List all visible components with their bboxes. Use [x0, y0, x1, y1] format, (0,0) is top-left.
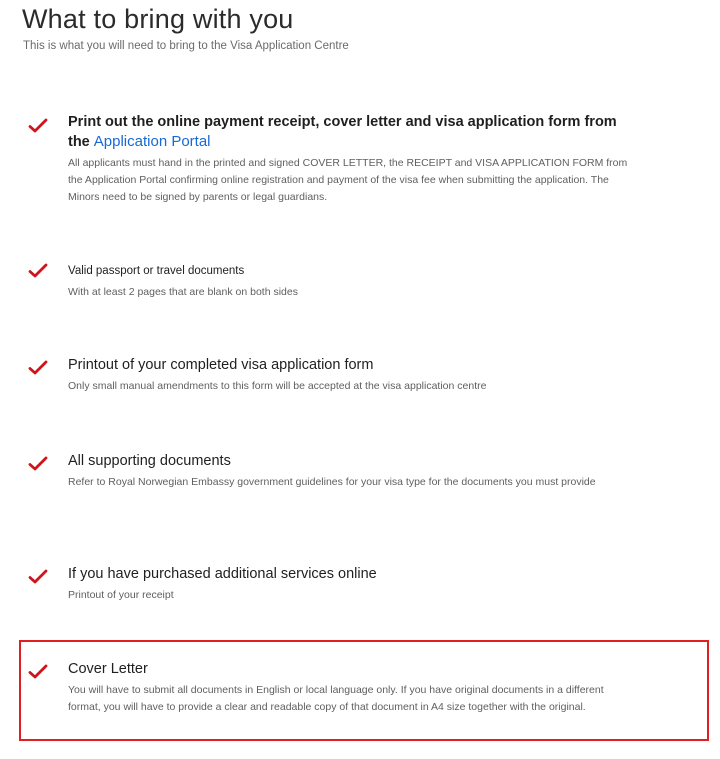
item-body — [68, 356, 638, 395]
application-portal-link[interactable]: Application Portal — [93, 133, 211, 150]
page-subtitle: This is what you will need to bring to the Visa Application Centre — [23, 40, 349, 52]
item-body — [68, 660, 638, 716]
checkmark-icon — [28, 360, 48, 376]
item-heading — [68, 113, 638, 152]
item-body — [68, 262, 638, 301]
item-heading: Valid passport or travel documents — [68, 265, 245, 277]
checkmark-icon — [28, 263, 48, 279]
item-description: Refer to Royal Norwegian Embassy government guidelines for your visa type for the documents you must provide — [68, 476, 596, 488]
checkmark-icon — [28, 664, 48, 680]
item-description: With at least 2 pages that are blank on both sides — [68, 286, 298, 298]
page-title: What to bring with you — [22, 4, 294, 34]
item-heading: If you have purchased additional services online — [68, 566, 377, 582]
item-description: All applicants must hand in the printed and signed COVER LETTER, the RECEIPT and VISA APPLICATION FORM from the Application Portal confirming online registration and payment of the visa fee when submitting the application. The Minors need to be signed by parents or legal guardians. — [68, 157, 628, 203]
item-heading: All supporting documents — [68, 453, 231, 469]
item-heading: Cover Letter — [68, 661, 148, 677]
item-heading: Printout of your completed visa application form — [68, 357, 374, 373]
item-description: Only small manual amendments to this form will be accepted at the visa application centre — [68, 380, 487, 392]
item-heading-text: Print out the online payment receipt, cover letter and visa application form from the — [68, 114, 617, 150]
checkmark-icon — [28, 569, 48, 585]
item-body — [68, 565, 638, 604]
item-body — [68, 113, 638, 206]
item-description: Printout of your receipt — [68, 589, 174, 601]
checkmark-icon — [28, 456, 48, 472]
item-description: You will have to submit all documents in English or local language only. If you have original documents in a different format, you will have to provide a clear and readable copy of that document in A4 size together with the original. — [68, 684, 604, 713]
checkmark-icon — [28, 118, 48, 134]
item-body — [68, 452, 638, 491]
